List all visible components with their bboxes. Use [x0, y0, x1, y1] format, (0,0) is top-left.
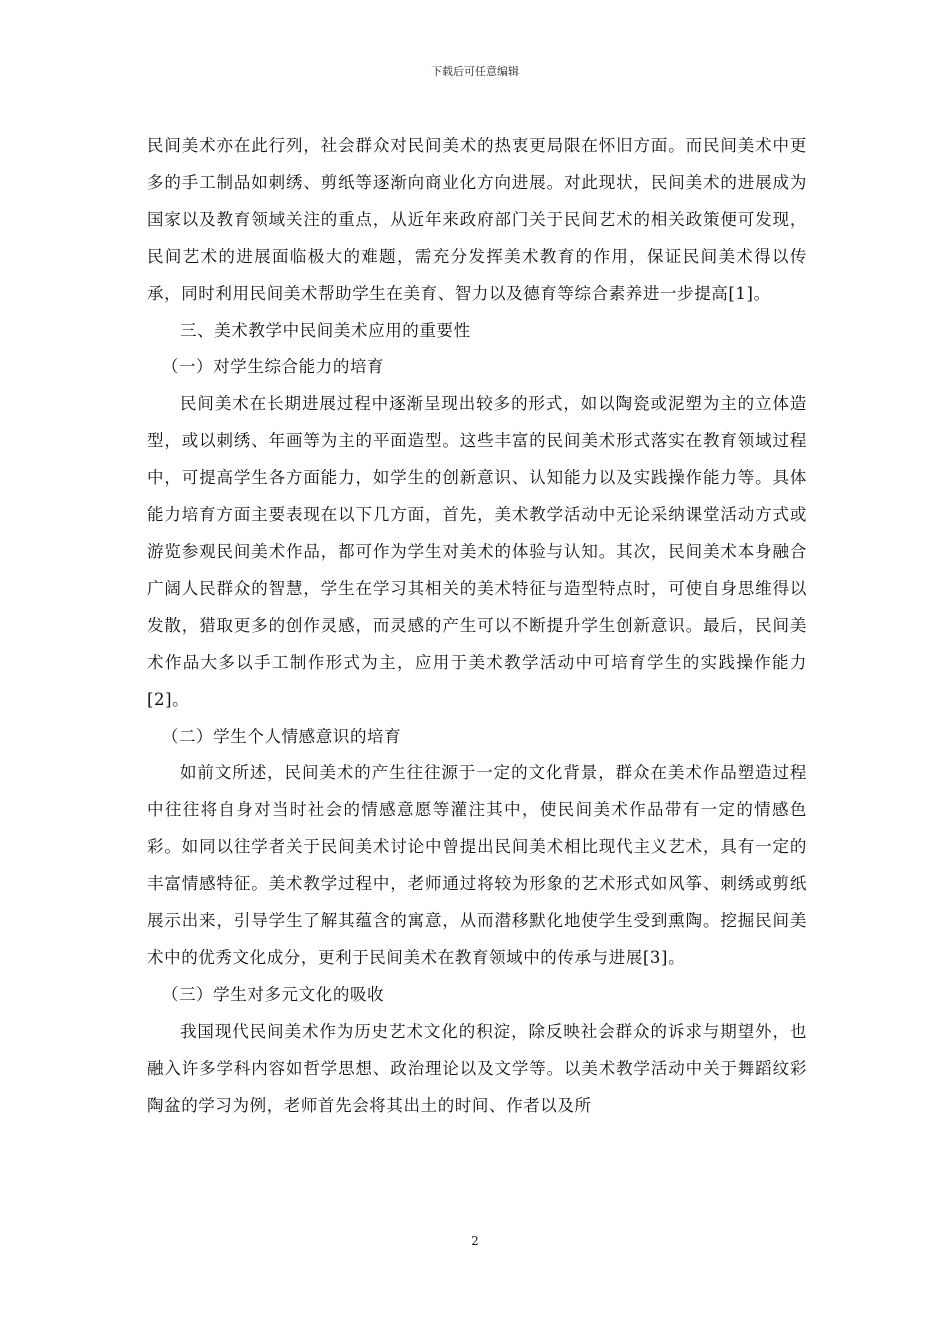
subsection-heading-multicultural: （三）学生对多元文化的吸收 — [161, 984, 385, 1004]
page-header: 下载后可任意编辑 — [431, 65, 519, 78]
page-number: 2 — [471, 1234, 479, 1248]
document-body — [147, 128, 807, 1124]
subsection-heading-emotional-awareness: （二）学生个人情感意识的培育 — [161, 726, 402, 746]
section-heading-importance: 三、美术教学中民间美术应用的重要性 — [180, 320, 471, 340]
paragraph-multicultural: 我国现代民间美术作为历史艺术文化的积淀，除反映社会群众的诉求与期望外，也融入许多学科内容如哲学思想、政治理论以及文学等。以美术教学活动中关于舞蹈纹彩陶盆的学习为例，老师首先会将其出土的时间、作者以及所 — [147, 1021, 807, 1115]
subsection-heading-comprehensive-ability: （一）对学生综合能力的培育 — [161, 357, 385, 377]
paragraph-comprehensive-ability: 民间美术在长期进展过程中逐渐呈现出较多的形式，如以陶瓷或泥塑为主的立体造型，或以刺绣、年画等为主的平面造型。这些丰富的民间美术形式落实在教育领域过程中，可提高学生各方面能力，如学生的创新意识、认知能力以及实践操作能力等。具体能力培育方面主要表现在以下几方面，首先，美术教学活动中无论采纳课堂活动方式或游览参观民间美术作品，都可作为学生对美术的体验与认知。其次，民间美术本身融合广阔人民群众的智慧，学生在学习其相关的美术特征与造型特点时，可使自身思维得以发散，猎取更多的创作灵感，而灵感的产生可以不断提升学生创新意识。最后，民间美术作品大多以手工制作形式为主，应用于美术教学活动中可培育学生的实践操作能力[2]。 — [147, 394, 807, 709]
paragraph-intro-continuation: 民间美术亦在此行列，社会群众对民间美术的热衷更局限在怀旧方面。而民间美术中更多的手工制品如刺绣、剪纸等逐渐向商业化方向进展。对此现状，民间美术的进展成为国家以及教育领域关注的重点，从近年来政府部门关于民间艺术的相关政策便可发现，民间艺术的进展面临极大的难题，需充分发挥美术教育的作用，保证民间美术得以传承，同时利用民间美术帮助学生在美育、智力以及德育等综合素养进一步提高[1]。 — [147, 136, 807, 303]
paragraph-emotional-awareness: 如前文所述，民间美术的产生往往源于一定的文化背景，群众在美术作品塑造过程中往往将自身对当时社会的情感意愿等灌注其中，使民间美术作品带有一定的情感色彩。如同以往学者关于民间美术讨论中曾提出民间美术相比现代主义艺术，具有一定的丰富情感特征。美术教学过程中，老师通过将较为形象的艺术形式如风筝、刺绣或剪纸展示出来，引导学生了解其蕴含的寓意，从而潜移默化地使学生受到熏陶。挖掘民间美术中的优秀文化成分，更利于民间美术在教育领域中的传承与进展[3]。 — [147, 763, 807, 967]
